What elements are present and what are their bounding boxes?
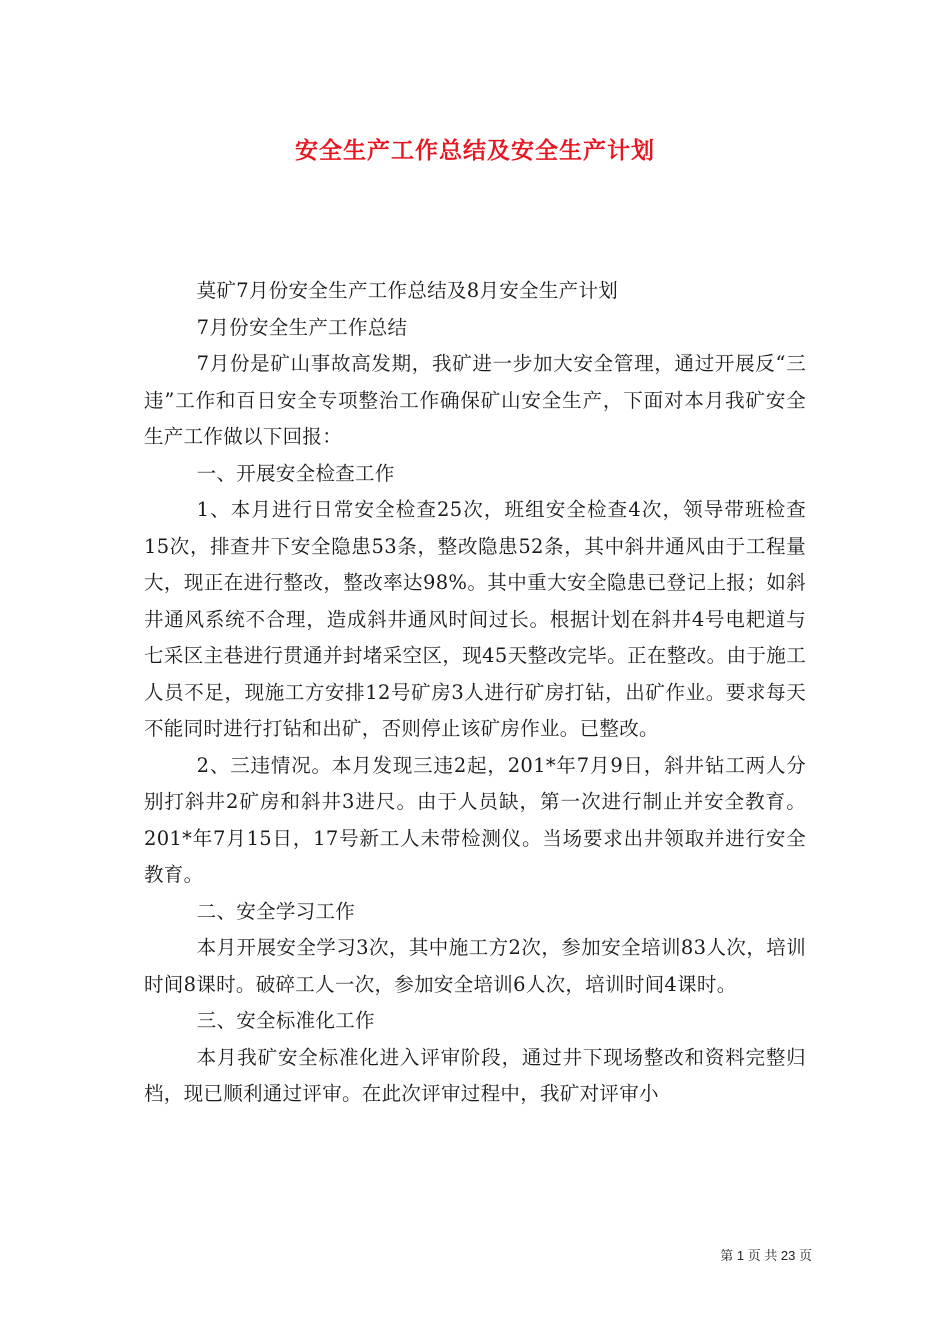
paragraph-subtitle: 莫矿7月份安全生产工作总结及8月安全生产计划 — [196, 279, 619, 302]
document-title: 安全生产工作总结及安全生产计划 — [295, 138, 655, 164]
paragraph-inspection-details: 1、本月进行日常安全检查25次，班组安全检查4次，领导带班检查15次，排查井下安全隐患53条，整改隐患52条，其中斜井通风由于工程量大，现正在进行整改，整改率达98%。其中重大安全隐患已登记上报；如斜井通风系统不合理，造成斜井通风时间过长。根据计划在斜井4号电耙道与七采区主巷进行贯通并封堵采空区，现45天整改完毕。正在整改。由于施工人员不足，现施工方安排12号矿房3人进行矿房打钻，出矿作业。要求每天不能同时进行打钻和出矿，否则停止该矿房作业。已整改。 — [144, 498, 806, 740]
heading-safety-inspection: 一、开展安全检查工作 — [196, 461, 395, 485]
paragraph-study-details: 本月开展安全学习3次，其中施工方2次，参加安全培训83人次，培训时间8课时。破碎工人一次，参加安全培训6人次，培训时间4课时。 — [144, 936, 806, 996]
paragraph-intro: 7月份是矿山事故高发期，我矿进一步加大安全管理，通过开展反“三违”工作和百日安全专项整治工作确保矿山安全生产，下面对本月我矿安全生产工作做以下回报： — [144, 352, 806, 448]
paragraph-section-heading: 7月份安全生产工作总结 — [196, 315, 408, 339]
paragraph-violations: 2、三违情况。本月发现三违2起，201*年7月9日，斜井钻工两人分别打斜井2矿房和斜井3进尺。由于人员缺，第一次进行制止并安全教育。201*年7月15日，17号新工人未带检测仪。当场要求出井领取并进行安全教育。 — [144, 753, 806, 886]
paragraph-standardization-details: 本月我矿安全标准化进入评审阶段，通过井下现场整改和资料完整归档，现已顺利通过评审。在此次评审过程中，我矿对评审小 — [144, 1045, 806, 1105]
heading-safety-study: 二、安全学习工作 — [196, 899, 356, 923]
page-indicator: 第 1 页 共 23 页 — [720, 1248, 812, 1263]
document-body — [144, 273, 806, 1113]
heading-standardization: 三、安全标准化工作 — [196, 1009, 375, 1032]
